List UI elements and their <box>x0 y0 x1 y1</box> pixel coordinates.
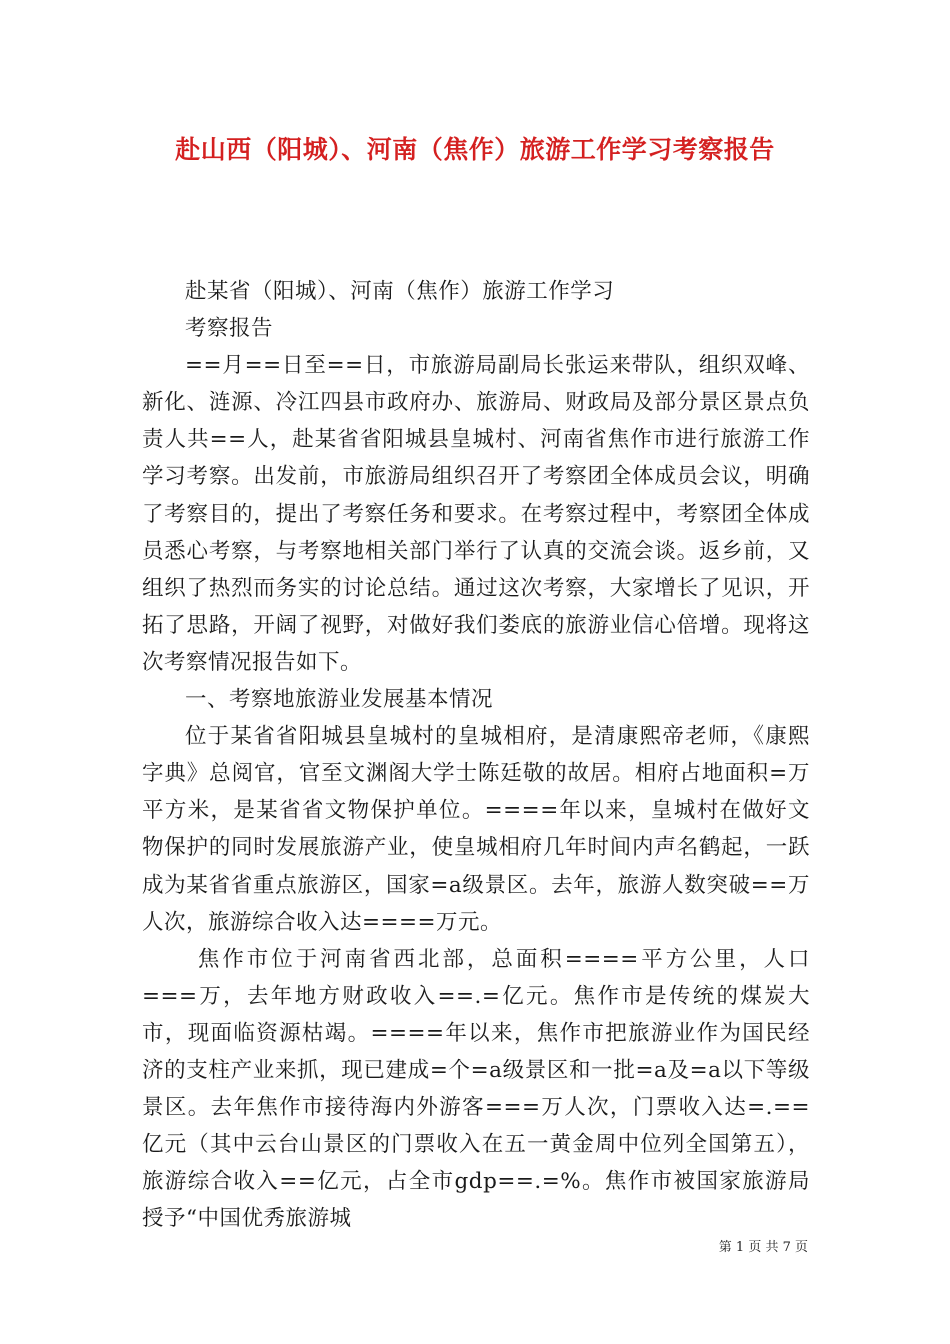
document-body <box>142 273 810 1237</box>
paragraph-subtitle-line-2: 考察报告 <box>185 316 274 342</box>
paragraph-intro: ==月==日至==日，市旅游局副局长张运来带队，组织双峰、新化、涟源、冷江四县市政府办、旅游局、财政局及部分景区景点负责人共==人，赴某省省阳城县皇城村、河南省焦作市进行旅游工作学习考察。出发前，市旅游局组织召开了考察团全体成员会议，明确了考察目的，提出了考察任务和要求。在考察过程中，考察团全体成员悉心考察，与考察地相关部门举行了认真的交流会谈。返乡前，又组织了热烈而务实的讨论总结。通过这次考察，大家增长了见识，开拓了思路，开阔了视野，对做好我们娄底的旅游业信心倍增。现将这次考察情况报告如下。 <box>142 353 810 675</box>
section-heading: 一、考察地旅游业发展基本情况 <box>185 687 494 713</box>
paragraph-jiaozuo: 焦作市位于河南省西北部，总面积====平方公里，人口===万，去年地方财政收入==.=亿元。焦作市是传统的煤炭大市，现面临资源枯竭。====年以来，焦作市把旅游业作为国民经济的支柱产业来抓，现已建成=个=a级景区和一批=a及=a以下等级景区。去年焦作市接待海内外游客===万人次，门票收入达=.==亿元（其中云台山景区的门票收入在五一黄金周中位列全国第五），旅游综合收入==亿元，占全市gdp==.=%。焦作市被国家旅游局授予“中国优秀旅游城 <box>142 946 810 1232</box>
paragraph-huangcheng: 位于某省省阳城县皇城村的皇城相府，是清康熙帝老师，《康熙字典》总阅官，官至文渊阁大学士陈廷敬的故居。相府占地面积=万平方米，是某省省文物保护单位。====年以来，皇城村在做好文物保护的同时发展旅游产业，使皇城相府几年时间内声名鹤起，一跃成为某省省重点旅游区，国家=a级景区。去年，旅游人数突破==万人次，旅游综合收入达====万元。 <box>142 724 810 935</box>
page-number: 第 1 页 共 7 页 <box>718 1240 808 1255</box>
paragraph-subtitle-line-1: 赴某省（阳城）、河南（焦作）旅游工作学习 <box>185 279 615 304</box>
page-title: 赴山西（阳城）、河南（焦作）旅游工作学习考察报告 <box>175 135 775 164</box>
